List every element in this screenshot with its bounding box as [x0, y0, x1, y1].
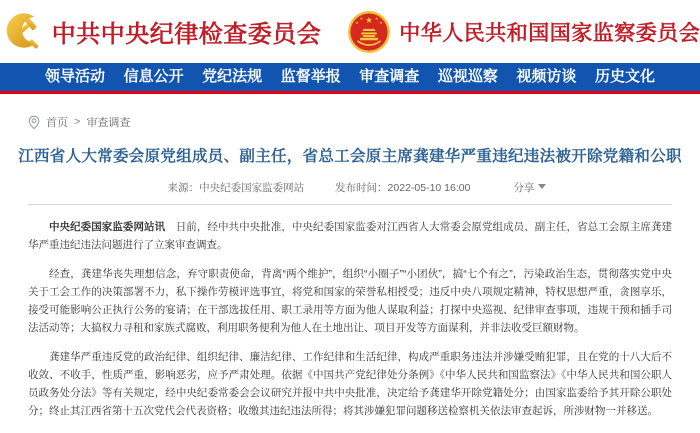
red-divider-line	[0, 91, 700, 94]
source-label: 来源：	[167, 182, 200, 195]
page-title: 江西省人大常委会原党组成员、副主任，省总工会原主席龚建华严重违纪违法被开除党籍和公职	[18, 148, 682, 165]
location-pin-icon	[28, 115, 40, 130]
article-body	[0, 205, 700, 420]
breadcrumb-current: 审查调查	[86, 117, 131, 129]
nsc-org-name: 中华人民共和国国家监察委员会	[399, 20, 700, 45]
nav-item[interactable]: 信息公开	[123, 69, 184, 85]
caret-down-icon	[538, 184, 546, 189]
nav-item[interactable]: 视频访谈	[516, 69, 577, 85]
ccdi-home-link[interactable]	[0, 10, 321, 54]
publish-time-value: 2022-05-10 16:00	[387, 182, 471, 195]
party-emblem-logo	[0, 10, 44, 54]
paragraph: 龚建华严重违反党的政治纪律、组织纪律、廉洁纪律、工作纪律和生活纪律，构成严重职务违法并涉嫌受贿犯罪，且在党的十八大后不收敛、不收手，性质严重，影响恶劣，应予严肃处理。依据《中国共产党纪律处分条例》《中华人民共和国监察法》《中华人民共和国公职人员政务处分法》等有关规定，经中央纪委常委会会议研究并报中共中央批准，决定给予龚建华开除党籍处分；由国家监委给予其开除公职处分；终止其江西省第十五次党代会代表资格；收缴其违纪违法所得；将其涉嫌犯罪问题移送检察机关依法审查起诉，所涉财物一并移送。	[28, 351, 672, 418]
breadcrumb	[28, 114, 672, 130]
article-meta	[0, 180, 700, 195]
ccdi-org-name: 中共中央纪律检查委员会	[51, 22, 322, 48]
national-emblem-logo	[347, 10, 391, 54]
paragraph: 经查，龚建华丧失理想信念，弃守职责使命，背离“两个维护”，组织“小圈子”“小团伙”，搞“七个有之”，污染政治生态，贯彻落实党中央关于工会工作的决策部署不力，私下操作劳模评选事宜，将党和国家的荣誉私相授受；违反中央八项规定精神，特权思想严重，贪图享乐，接受可能影响公正执行公务的宴请；在干部选拔任用、职工录用等方面为他人谋取利益；打探中央巡视、纪律审查事项，违规干预和插手司法活动等；大搞权力寻租和家族式腐败，利用职务便利为他人在土地出让、项目开发等方面谋利，并非法收受巨额财物。	[28, 268, 672, 335]
nav-item[interactable]: 党纪法规	[202, 69, 263, 85]
share-label: 分享	[513, 182, 535, 195]
share-button[interactable]	[513, 180, 546, 195]
paragraph-text: 日前，经中共中央批准，中央纪委国家监委对江西省人大常委会原党组成员、副主任，省总工会原主席龚建华严重违纪违法问题进行了立案审查调查。	[28, 221, 673, 252]
nav-item[interactable]: 审查调查	[359, 69, 420, 85]
breadcrumb-home-link[interactable]: 首页	[46, 117, 68, 129]
nav-item[interactable]: 领导活动	[45, 69, 106, 85]
source-value: 中央纪委国家监委网站	[199, 182, 305, 195]
paragraph	[28, 218, 672, 254]
site-header	[0, 0, 700, 63]
nav-item[interactable]: 监督举报	[280, 69, 341, 85]
nav-item[interactable]: 历史文化	[594, 69, 655, 85]
source-field	[168, 180, 305, 195]
publish-time-label: 发布时间：	[335, 182, 388, 195]
breadcrumb-separator: >	[74, 116, 81, 128]
paragraph-lead: 中央纪委国家监委网站讯	[49, 221, 166, 234]
publish-time-field	[335, 180, 470, 195]
main-nav	[0, 63, 700, 91]
nsc-home-link[interactable]	[347, 10, 700, 54]
nav-item[interactable]: 巡视巡察	[437, 69, 498, 85]
